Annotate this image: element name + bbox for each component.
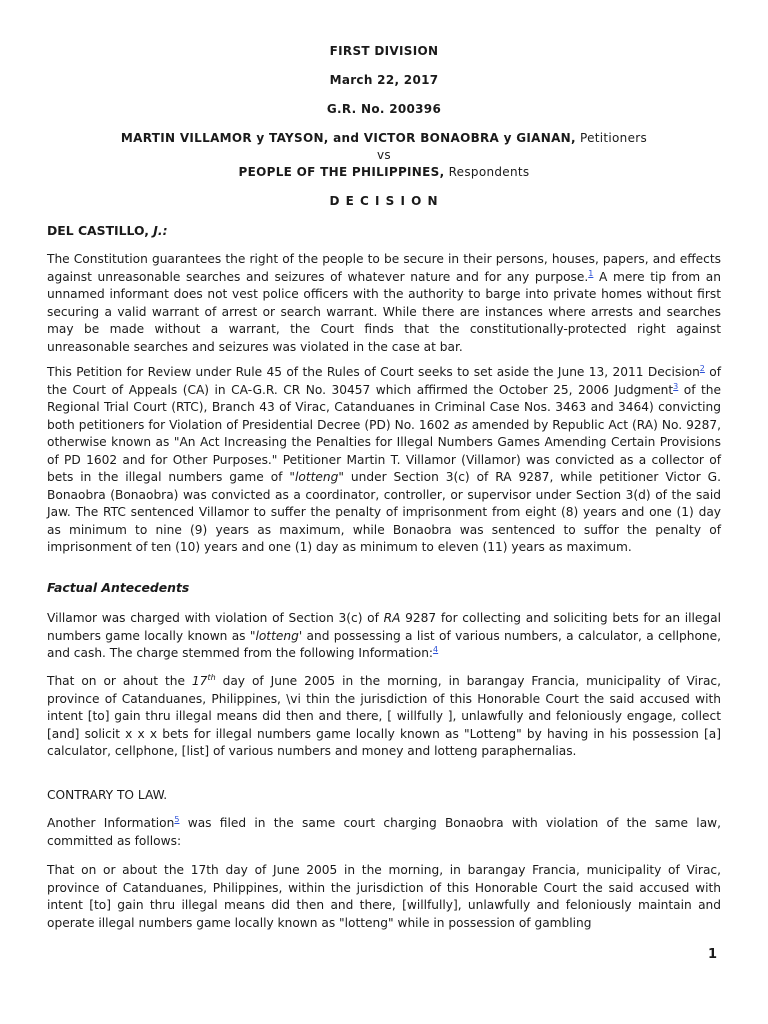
paragraph-3 bbox=[47, 610, 721, 663]
paragraph-2-as: as bbox=[453, 417, 468, 432]
paragraph-4-text-a: That on or ahout the bbox=[47, 674, 192, 688]
ponente bbox=[47, 223, 168, 238]
petitioners-names: MARTIN VILLAMOR y TAYSON, and VICTOR BONAOBRA y GIANAN, bbox=[120, 131, 576, 145]
paragraph-4-text-b: day of June 2005 in the morning, in barangay Francia, municipality of Virac, province of Catanduanes, Philippines, \vi thin the jurisdiction of this Honorable Court the said accused with intent [to] gain thru illegal means did then and there, [ willfully ], unlawfully and feloniously engage, collect [and] solicit x x x bets for illegal numbers game locally known as "Lotteng" by having in his possession [a] calculator, cellphone, [list] of various numbers and money and lotteng paraphernalias. bbox=[47, 674, 721, 758]
paragraph-3-text-b: 9287 for collecting and soliciting bets for an illegal numbers game locally known as bbox=[47, 611, 721, 643]
footnote-2-link[interactable]: 2 bbox=[699, 364, 705, 373]
division-heading: FIRST DIVISION bbox=[329, 44, 439, 58]
paragraph-3-text-a: Villamor was charged with violation of Section 3(c) of bbox=[47, 611, 384, 625]
footnote-1-link[interactable]: 1 bbox=[588, 268, 594, 278]
respondents-name: PEOPLE OF THE PHILIPPINES, bbox=[238, 165, 445, 179]
paragraph-1 bbox=[47, 251, 721, 356]
decision-date: March 22, 2017 bbox=[329, 73, 439, 87]
paragraph-6: That on or about the 17th day of June 2005 in the morning, in barangay Francia, municipality of Virac, province of Catanduanes, Philippines, within the jurisdiction of this Honorable Court the said accused with intent [to] gain thru illegal means did then and there, [willfully], unlawfully and feloniously maintain and operate illegal numbers game locally known as "lotteng" while in possession of gambling bbox=[47, 863, 721, 930]
paragraph-4-ordinal: th bbox=[207, 673, 216, 682]
paragraph-4 bbox=[47, 673, 721, 761]
paragraph-2-text-d: amended by Republic Act (RA) No. 9287, otherwise known as "An Act Increasing the Penalties for Illegal Numbers Games Amending Certain Provisions of PD 1602 and for Other Purposes." Petitioner Martin T. Villamor (Villamor) was convicted as a collector of bets in the illegal numbers game of bbox=[47, 417, 721, 484]
paragraph-2-text-a: This Petition for Review under Rule 45 of the Rules of Court seeks to set aside the June 13, 2011 Decision bbox=[47, 365, 700, 379]
respondents-label: Respondents bbox=[444, 165, 530, 179]
ponente-title: J.: bbox=[153, 223, 168, 238]
versus: vs bbox=[377, 148, 391, 162]
gr-number: G.R. No. 200396 bbox=[326, 102, 442, 116]
paragraph-4-day: 17 bbox=[191, 674, 208, 688]
paragraph-1-text-a: The Constitution guarantees the right of the people to be secure in their persons, houses, papers, and effects against unreasonable searches and seizures of whatever nature and for any purpose. bbox=[47, 252, 721, 284]
footnote-5-link[interactable]: 5 bbox=[174, 815, 180, 824]
page-number: 1 bbox=[708, 947, 718, 962]
paragraph-3-ra: RA bbox=[383, 611, 401, 625]
paragraph-2-text-e: under Section 3(c) of RA 9287, while petitioner Victor G. Bonaobra (Bonaobra) was convicted as a coordinator, controller, or supervisor under Section 3(d) of the said Jaw. The RTC sentenced Villamor to suffer the penalty of imprisonment from eight (8) years and one (1) day as minimum to nine (9) years as maximum, while Bonaobra was sentenced to suffor the penalty of imprisonment of ten (10) years and one (1) day as minimum to eleven (11) years as maximum. bbox=[47, 470, 721, 554]
petitioners-line bbox=[0, 131, 768, 145]
paragraph-2-lotteng: "lotteng" bbox=[289, 470, 344, 484]
paragraph-3-lotteng: "lotteng' bbox=[249, 628, 303, 643]
paragraph-5-text-b: was filed in the same court charging Bonaobra with violation of the same law, committed as follows: bbox=[47, 816, 721, 848]
petitioners-label: Petitioners bbox=[575, 131, 648, 145]
paragraph-5-text-a: Another Information bbox=[47, 816, 175, 830]
respondents-line bbox=[0, 165, 768, 179]
paragraph-2-text-c: of the Regional Trial Court (RTC), Branch 43 of Virac, Catanduanes in Criminal Case Nos. 3463 and 3464) convicting both petitioners for Violation of Presidential Decree (PD) No. 1602 bbox=[47, 382, 721, 432]
decision-title: D E C I S I O N bbox=[329, 194, 439, 208]
section-heading: Factual Antecedents bbox=[47, 580, 190, 595]
paragraph-2-text-b: of the Court of Appeals (CA) in CA-G.R. CR No. 30457 which affirmed the October 25, 2006 Judgment bbox=[47, 365, 722, 397]
contrary-to-law: CONTRARY TO LAW. bbox=[47, 788, 168, 802]
paragraph-5 bbox=[47, 815, 721, 850]
footnote-3-link[interactable]: 3 bbox=[673, 381, 679, 391]
footnote-4-link[interactable]: 4 bbox=[433, 645, 439, 654]
paragraph-1-text-b: A mere tip from an unnamed informant does not vest police officers with the authority to barge into private homes without first securing a valid warrant of arrest or search warrant. While there are instances where arrests and searches may be made without a warrant, the Court finds that the constitutionally-protected right against unreasonable searches and seizures was violated in the case at bar. bbox=[47, 269, 721, 354]
ponente-name: DEL CASTILLO, bbox=[47, 223, 154, 238]
paragraph-2 bbox=[47, 364, 721, 557]
paragraph-3-text-c: and possessing a list of various numbers, a calculator, a cellphone, and cash. The charge stemmed from the following Information: bbox=[47, 628, 721, 660]
